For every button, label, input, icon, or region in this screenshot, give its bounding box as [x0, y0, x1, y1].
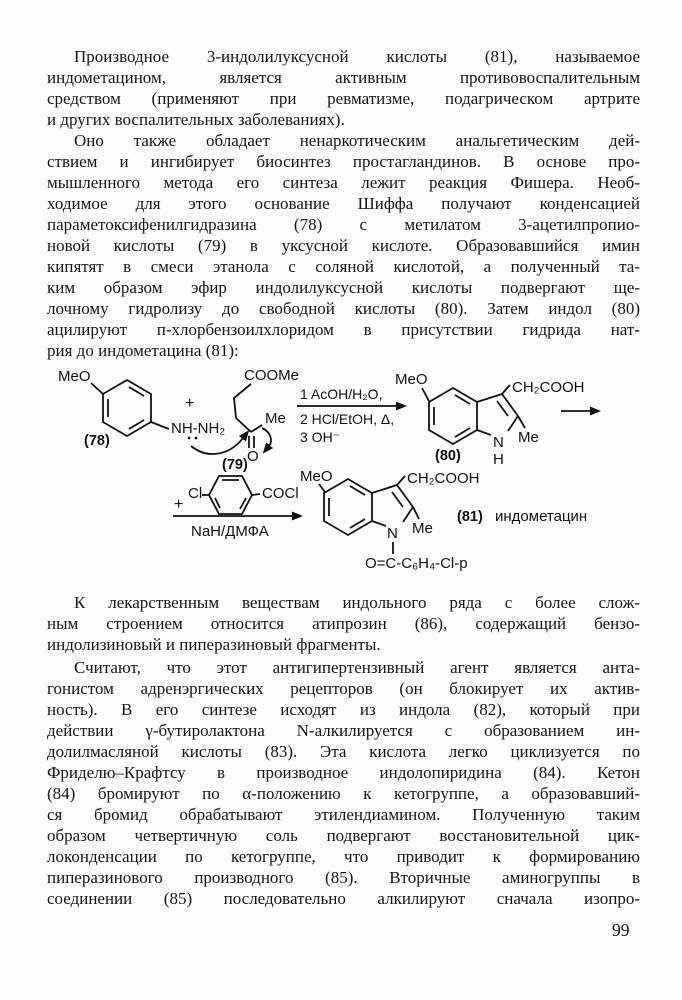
bond [372, 485, 397, 493]
condition-step-1: 1 AcOH/H₂O, [300, 386, 383, 402]
bond [397, 485, 413, 507]
bond [422, 388, 429, 401]
benzene-ring [429, 388, 477, 444]
bond [252, 494, 260, 495]
paragraph-3 [47, 592, 640, 655]
nitrogen-text: N [493, 434, 504, 451]
text-line: рия до индометацина (81): [47, 341, 239, 360]
text-line: средством (применяют при ревматизме, подагрическом артрите [47, 89, 640, 108]
benzene-ring [324, 479, 372, 535]
bond [502, 385, 510, 394]
hydrazine-text: NH-NH₂ [171, 420, 226, 437]
methoxy-text: MeO [395, 371, 428, 388]
bond [508, 416, 518, 431]
text-line: ким образом эфир индолилуксусной кислоты подвергают ще- [47, 278, 640, 297]
bond [477, 430, 491, 435]
reaction-arrow-2 [173, 516, 293, 540]
bond [251, 425, 262, 432]
compound-81 [300, 468, 587, 572]
text-line: индолизиновый и пиперазиновый фрагменты. [47, 635, 381, 654]
ester-text: COOMe [244, 367, 300, 384]
text-line: Считают, что этот антигипертензивный агент является анта- [74, 658, 640, 677]
curved-arrow-small [262, 428, 271, 446]
text-line: и других воспалительных заболеваниях). [47, 110, 345, 129]
text-line: ность). В его синтезе исходят из индола (82), который при [47, 700, 640, 719]
paragraph-1 [47, 46, 640, 130]
reagent-text: NaH/ДМФА [191, 523, 269, 540]
page-number: 99 [612, 920, 630, 940]
text-line: параметоксифенилгидразина (78) с метилатом 3-ацетилпропио- [47, 215, 640, 234]
methoxy-text: MeO [58, 368, 91, 385]
text-line: Фриделю–Крафтсу в производное индолопиридина (84). Кетон [47, 763, 640, 782]
bond [319, 484, 325, 492]
bond [518, 416, 525, 428]
plus-sign: + [185, 395, 195, 412]
chlorine-text: Cl [188, 485, 203, 502]
acyl-chloride [188, 476, 299, 514]
benzene-ring [209, 476, 252, 514]
text-line: ся бромид обрабатывают этилендиамином. Полученную таким [47, 805, 640, 824]
compound-label: (80) [435, 448, 461, 464]
double-bond [497, 401, 508, 416]
text-line: (84) бромируют по α-положению к кетогруппе, а образовавший- [47, 784, 640, 803]
methyl-text: Me [518, 429, 539, 446]
text-line: локонденсации по кетогруппе, что приводит к формированию [47, 847, 640, 866]
text-line: соединении (85) последовательно алкилируют сначала изопро- [47, 889, 640, 908]
text-line: образом четвертичную соль подвергают восстановительной цик- [47, 826, 640, 845]
benzene-ring [103, 380, 151, 436]
text-line: Производное 3-индолилуксусной кислоты (81), называемое [74, 47, 640, 66]
text-line: мышленного метода его синтеза лежит реакция Фишера. Необ- [47, 173, 640, 192]
text-line: индометацином, является активным противовоспалительным [47, 68, 640, 87]
compound-80 [395, 371, 585, 468]
compound-label: (79) [222, 457, 248, 473]
text-line: гонистом адренэргических рецепторов (он блокирует их актив- [47, 679, 640, 698]
text-line: ходимое для этого основание Шиффа получают конденсацией [47, 194, 640, 213]
bond [413, 507, 419, 519]
plus-sign: + [174, 496, 184, 513]
text-line: пиперазинового производного (85). Вторичные аминогруппы в [47, 868, 640, 887]
text-line: ным строением относится атипрозин (86), содержащий бензо- [47, 614, 640, 633]
bond [397, 476, 405, 485]
text-line: К лекарственным веществам индольного ряда с более слож- [74, 593, 640, 612]
text-line: действии γ-бутиролактона N-алкилируется с образованием ин- [47, 721, 640, 740]
text-line: лочному гидролизу до свободной кислоты (80). Затем индол (80) [47, 299, 640, 318]
acetic-acid-text: CH₂COOH [512, 379, 585, 396]
text-line: Оно также обладает ненаркотическим анальгетическим дей- [74, 131, 640, 150]
n-acyl-text: O=C-C₆H₄-Cl-p [365, 555, 468, 572]
compound-name: индометацин [495, 508, 588, 525]
bond [502, 394, 518, 416]
paragraph-4 [47, 657, 640, 909]
compound-label: (78) [84, 433, 110, 449]
lone-pair-dot [188, 437, 191, 440]
acyl-chloride-text: COCl [262, 485, 299, 502]
compound-label: (81) [457, 509, 483, 525]
bond [372, 521, 386, 526]
bond [151, 422, 169, 429]
text-line: долилмасляной кислоты (83). Эта кислота легко циклизуется по [47, 742, 640, 761]
bond [91, 383, 103, 394]
methyl-text: Me [412, 520, 433, 537]
methoxy-text: MeO [300, 468, 333, 485]
text-line: новой кислоты (79) в уксусной кислоте. Образовавшийся имин [47, 236, 640, 255]
chain-bonds [234, 384, 251, 432]
methyl-text: Me [265, 410, 286, 427]
condition-step-2: 2 HCl/EtOH, Δ, [300, 411, 395, 427]
text-line: ствием и ингибирует биосинтез простагландинов. В основе про- [47, 152, 640, 171]
acetic-acid-text: CH₂COOH [407, 470, 480, 487]
compound-78 [58, 368, 225, 449]
reaction-scheme [41, 362, 641, 580]
paragraph-2 [47, 130, 640, 361]
oxygen-text: O [247, 448, 259, 465]
text-line: кипятят в смеси этанола с соляной кислотой, а полученный та- [47, 257, 640, 276]
condition-step-3: 3 OH⁻ [300, 429, 341, 445]
curved-arrow [191, 438, 243, 454]
bond [477, 394, 502, 402]
lone-pair-dot [195, 437, 198, 440]
reaction-conditions [297, 386, 397, 445]
text-line: ацилируют п-хлорбензоилхлоридом в присутствии гидрида нат- [47, 320, 640, 339]
nitrogen-text: N [387, 525, 398, 542]
nh-hydrogen-text: H [493, 451, 504, 468]
double-bond [392, 492, 403, 507]
